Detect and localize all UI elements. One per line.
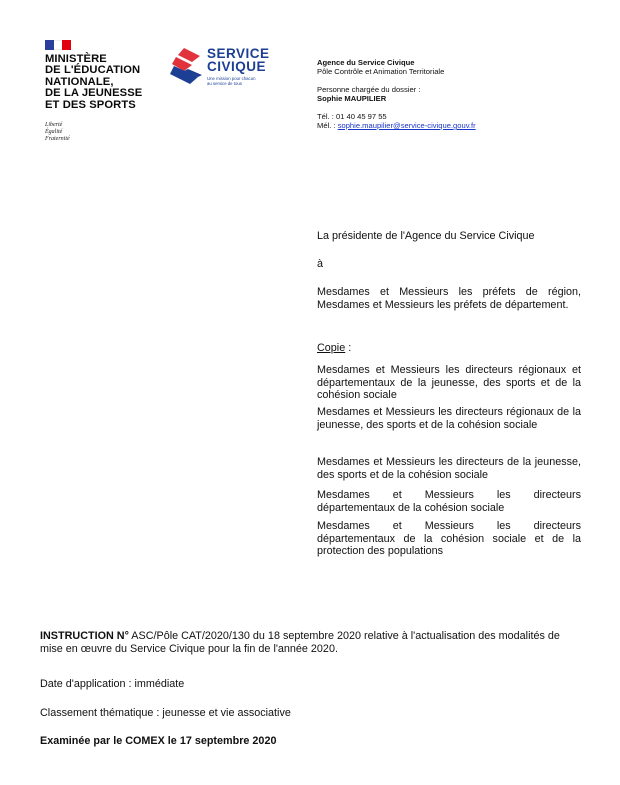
service-civique-logo-icon: [170, 46, 204, 86]
motto-line: Liberté: [45, 122, 63, 128]
motto-line: Égalité: [45, 129, 63, 135]
mail-label: Mél. :: [317, 121, 338, 130]
service-civique-tagline: Une mission pour chacun au service de tous: [207, 76, 256, 86]
copy-heading: Copie :: [317, 342, 352, 354]
instruction-label: INSTRUCTION N°: [40, 630, 129, 642]
copy-recipient-2: Mesdames et Messieurs les directeurs régionaux de la jeunesse, des sports et de la cohésion sociale: [317, 406, 581, 431]
service-civique-wordmark: SERVICE CIVIQUE: [207, 46, 270, 74]
comex-review: Examinée par le COMEX le 17 septembre 2020: [40, 735, 277, 747]
motto-line: Fraternité: [45, 136, 70, 142]
copy-label: Copie: [317, 342, 346, 354]
ministry-line: DE L'ÉDUCATION: [45, 64, 141, 77]
recipients: Mesdames et Messieurs les préfets de région, Mesdames et Messieurs les préfets de département.: [317, 286, 581, 311]
ministry-line: DE LA JEUNESSE: [45, 87, 143, 100]
contact-name: Sophie MAUPILIER: [317, 94, 387, 103]
thematic-classification: Classement thématique : jeunesse et vie associative: [40, 707, 291, 719]
contact-label: Personne chargée du dossier :: [317, 85, 421, 94]
agency-name: Agence du Service Civique: [317, 58, 415, 67]
ministry-line: ET DES SPORTS: [45, 98, 136, 111]
republique-flag: [45, 40, 71, 50]
agency-department: Pôle Contrôle et Animation Territoriale: [317, 67, 445, 76]
instruction-text: ASC/Pôle CAT/2020/130 du 18 septembre 2020 relative à l'actualisation des modalités de mise en œuvre du Service Civique pour la fin de l'année 2020.: [40, 630, 560, 655]
contact-phone: Tél. : 01 40 45 97 55: [317, 112, 387, 121]
ministry-name: [45, 54, 175, 111]
copy-recipient-4: Mesdames et Messieurs les directeurs départementaux de la cohésion sociale: [317, 489, 581, 514]
ministry-line: NATIONALE,: [45, 75, 114, 88]
application-date: Date d'application : immédiate: [40, 678, 185, 690]
instruction-title: [40, 630, 580, 655]
contact-mail-row: [317, 121, 476, 130]
sender-line: La présidente de l'Agence du Service Civique: [317, 230, 535, 242]
copy-recipient-5: Mesdames et Messieurs les directeurs départementaux de la cohésion sociale et de la protection des populations: [317, 520, 581, 558]
ministry-line: MINISTÈRE: [45, 53, 107, 65]
email-link[interactable]: sophie.maupilier@service-civique.gouv.fr: [337, 121, 476, 130]
agency-header: [317, 58, 476, 130]
to-word: à: [317, 258, 324, 270]
copy-recipient-1: Mesdames et Messieurs les directeurs régionaux et départementaux de la jeunesse, des sports et de la cohésion sociale: [317, 364, 581, 402]
copy-recipient-3: Mesdames et Messieurs les directeurs de la jeunesse, des sports et de la cohésion sociale: [317, 456, 581, 481]
republic-motto: [45, 122, 70, 143]
